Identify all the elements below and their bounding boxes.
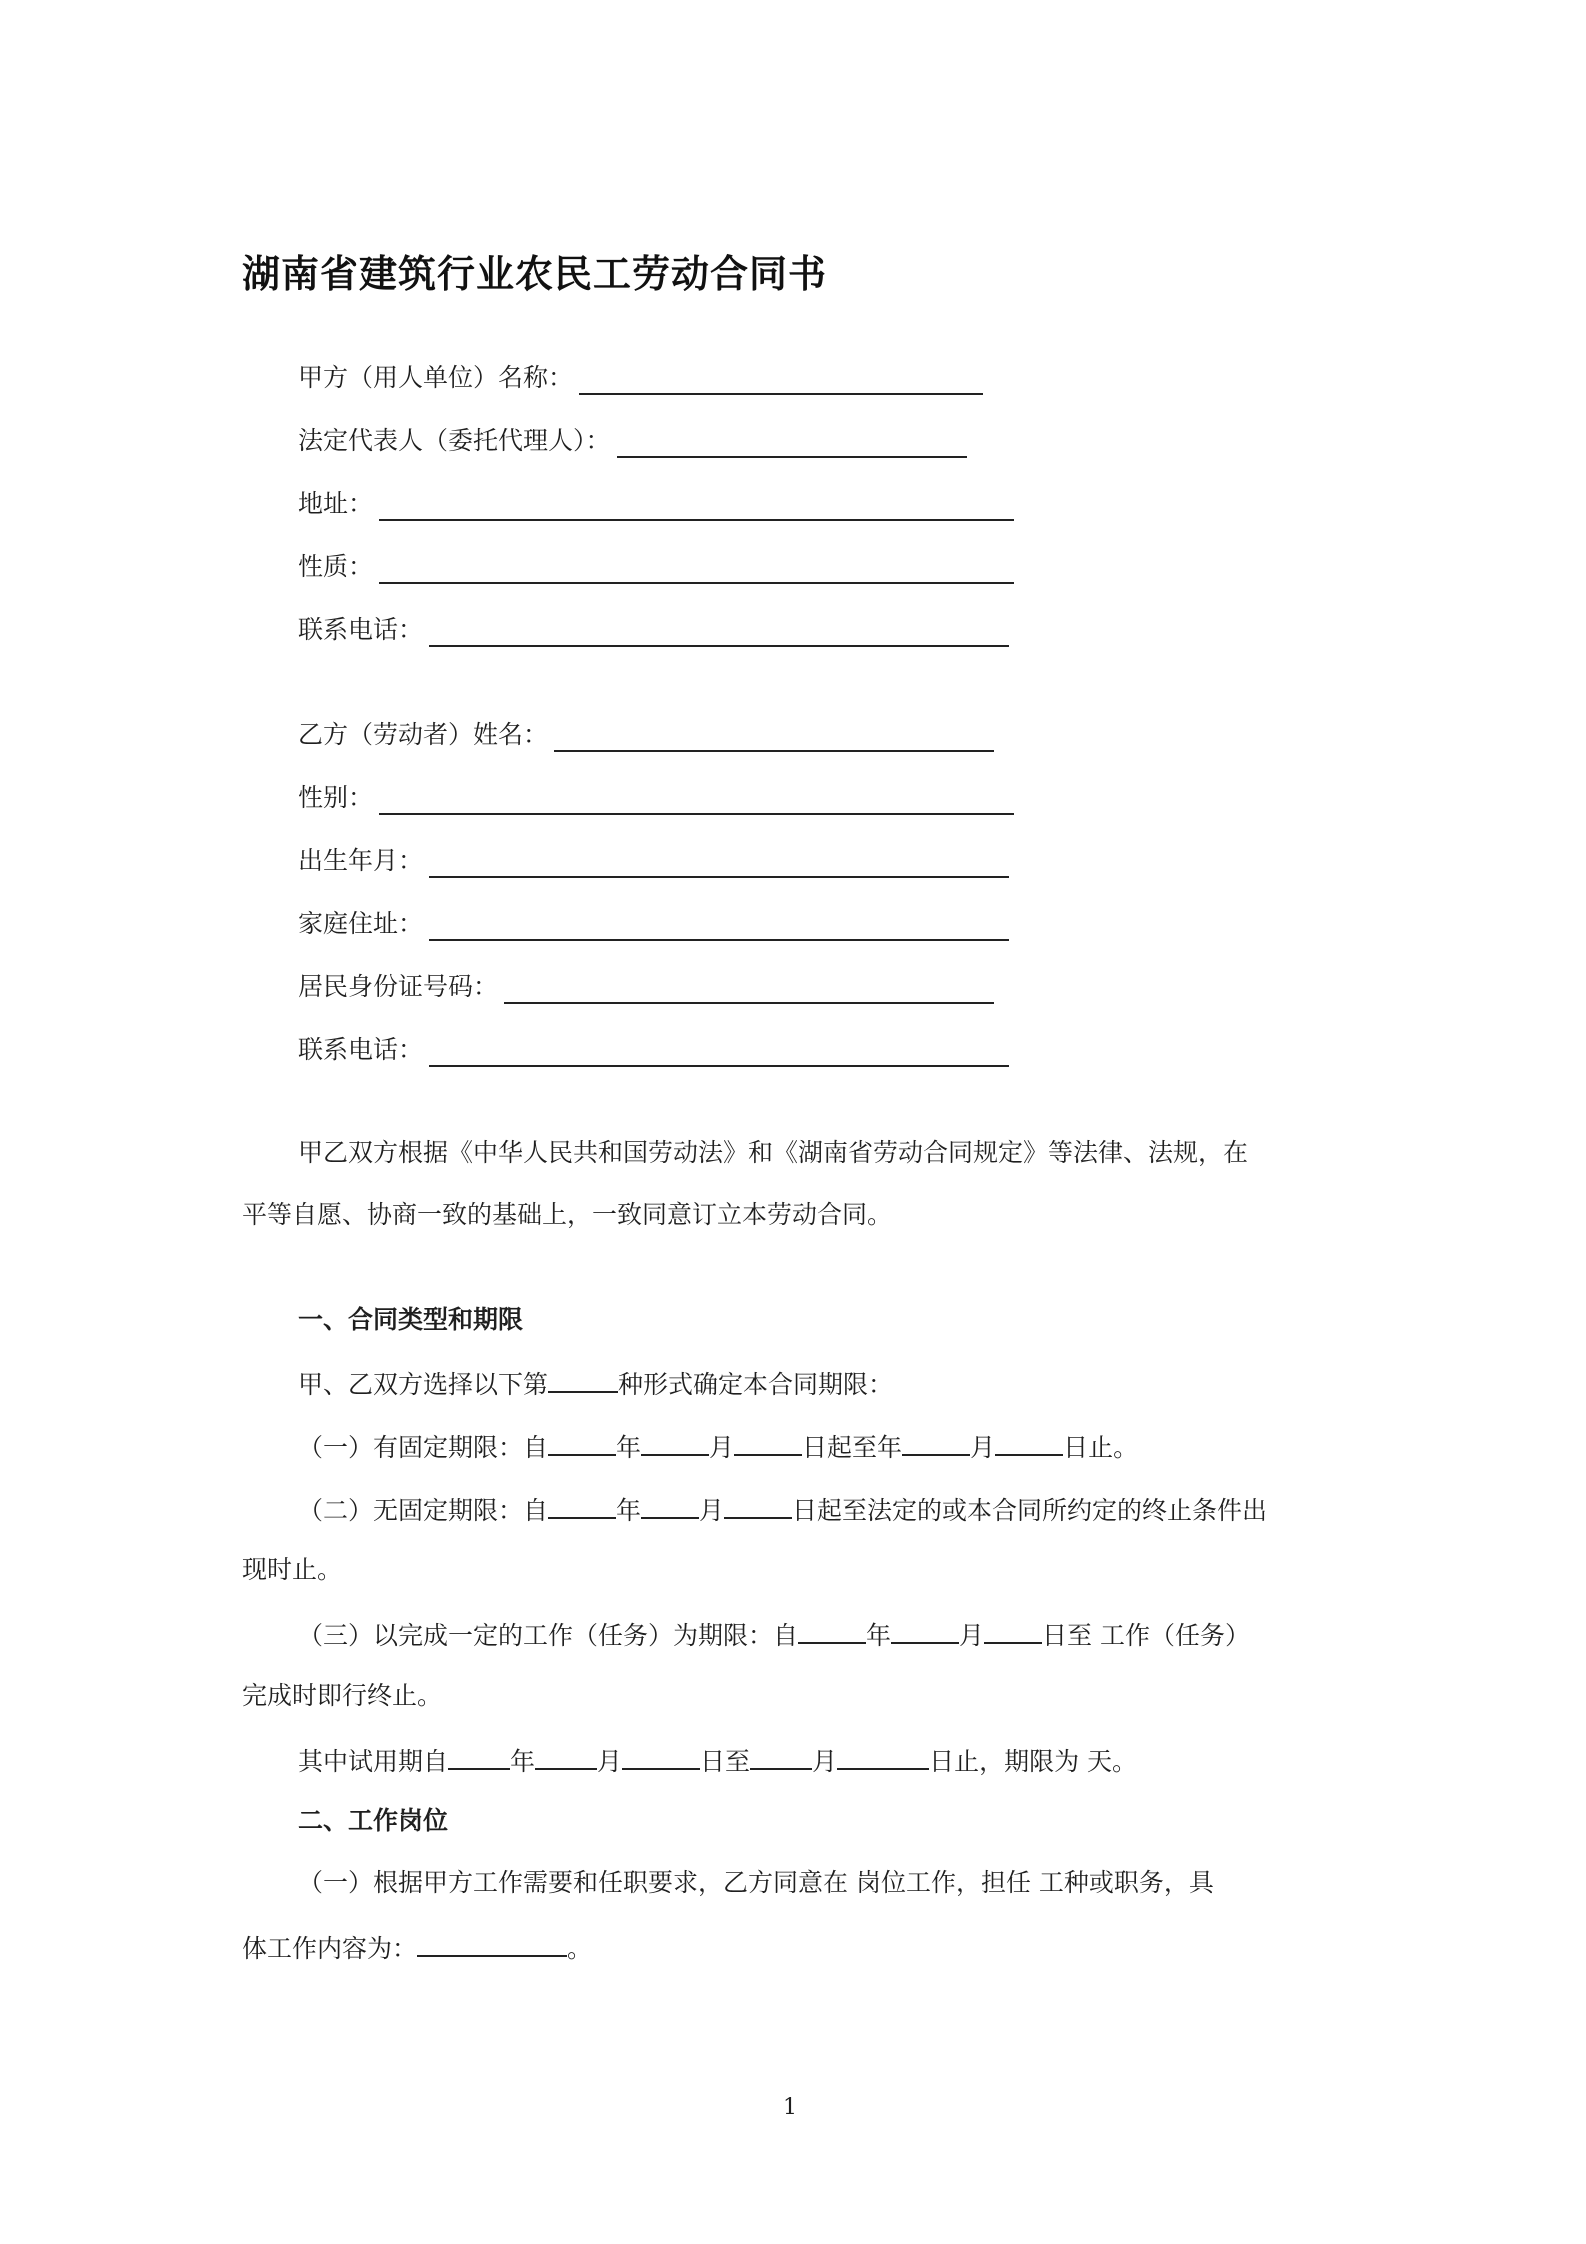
party-b-gender-row [298,775,1014,815]
task-term-text: （三）以完成一定的工作（任务）为期限：自 [298,1621,799,1650]
term-choice-blank[interactable] [548,1365,618,1393]
probation-text: 其中试用期自 [298,1747,449,1776]
party-a-phone-label: 联系电话： [298,615,424,644]
job-position-line: （一）根据甲方工作需要和任职要求，乙方同意在 岗位工作，担任 工种或职务，具 [298,1868,1214,1897]
party-a-rep-field[interactable] [617,426,967,458]
party-b-birth-row [298,838,1009,878]
party-b-home-row [298,901,1009,941]
probation-line [298,1742,1137,1779]
job-content-blank[interactable] [417,1929,567,1957]
probation-month-text: 月 [597,1747,623,1776]
party-b-home-field[interactable] [429,909,1009,941]
fixed-start-year-blank[interactable] [548,1428,616,1456]
party-a-address-row [298,481,1014,521]
open-month-text: 月 [699,1496,725,1525]
fixed-end-year-blank[interactable] [902,1428,970,1456]
task-year-text: 年 [866,1621,892,1650]
term-choice-line [298,1365,893,1402]
fixed-end-month-blank[interactable] [995,1428,1063,1456]
task-start-day-blank[interactable] [984,1616,1042,1644]
party-a-name-label: 甲方（用人单位）名称： [298,363,574,392]
party-b-phone-label: 联系电话： [298,1035,424,1064]
fixed-start-month-blank[interactable] [641,1428,709,1456]
fixed-until-text: 日起至年 [802,1433,903,1462]
page-number: 1 [783,2095,797,2120]
party-a-address-label: 地址： [298,489,374,518]
probation-start-month-blank[interactable] [535,1742,597,1770]
party-b-home-label: 家庭住址： [298,909,424,938]
preamble-line-2: 平等自愿、协商一致的基础上，一致同意订立本劳动合同。 [242,1200,893,1229]
preamble-line-1: 甲乙双方根据《中华人民共和国劳动法》和《湖南省劳动合同规定》等法律、法规，在 [298,1138,1249,1167]
party-b-id-row [298,964,994,1004]
probation-end-text: 日止，期限为 天。 [929,1747,1138,1776]
open-term-line [298,1491,1267,1528]
party-a-phone-row [298,607,1009,647]
task-start-year-blank[interactable] [798,1616,866,1644]
probation-end-month-blank[interactable] [750,1742,812,1770]
open-start-day-blank[interactable] [724,1491,792,1519]
task-month-text: 月 [959,1621,985,1650]
fixed-month-text: 月 [709,1433,735,1462]
document-title: 湖南省建筑行业农民工劳动合同书 [242,252,828,296]
open-year-text: 年 [616,1496,642,1525]
probation-end-day-blank[interactable] [837,1742,929,1770]
party-b-phone-row [298,1027,1009,1067]
fixed-end-text: 日止。 [1063,1433,1139,1462]
party-b-name-row [298,712,994,752]
term-choice-text-b: 种形式确定本合同期限： [618,1370,894,1399]
party-a-rep-label: 法定代表人（委托代理人）： [298,426,611,455]
section-1-heading: 一、合同类型和期限 [298,1305,524,1334]
job-content-line [242,1929,592,1966]
job-content-end: 。 [567,1934,593,1963]
probation-start-day-blank[interactable] [622,1742,700,1770]
task-start-month-blank[interactable] [891,1616,959,1644]
fixed-end-month-text: 月 [970,1433,996,1462]
fixed-year-text: 年 [616,1433,642,1462]
party-b-id-field[interactable] [504,972,994,1004]
probation-end-month-text: 月 [812,1747,838,1776]
open-until-text: 日起至法定的或本合同所约定的终止条件出 [792,1496,1268,1525]
open-term-text: （二）无固定期限：自 [298,1496,549,1525]
open-start-year-blank[interactable] [548,1491,616,1519]
party-a-address-field[interactable] [379,489,1014,521]
probation-start-year-blank[interactable] [448,1742,510,1770]
party-a-nature-label: 性质： [298,552,374,581]
task-until-text: 日至 工作（任务） [1042,1621,1250,1650]
party-b-name-label: 乙方（劳动者）姓名： [298,720,549,749]
party-a-name-row [298,355,983,395]
party-b-id-label: 居民身份证号码： [298,972,499,1001]
fixed-term-line [298,1428,1138,1465]
party-a-nature-field[interactable] [379,552,1014,584]
party-b-gender-label: 性别： [298,783,374,812]
party-a-phone-field[interactable] [429,615,1009,647]
party-b-birth-label: 出生年月： [298,846,424,875]
fixed-start-day-blank[interactable] [734,1428,802,1456]
fixed-term-text: （一）有固定期限：自 [298,1433,549,1462]
term-choice-text-a: 甲、乙双方选择以下第 [298,1370,549,1399]
task-term-line [298,1616,1250,1653]
party-b-phone-field[interactable] [429,1035,1009,1067]
task-term-continuation: 完成时即行终止。 [242,1681,443,1710]
probation-year-text: 年 [510,1747,536,1776]
party-a-nature-row [298,544,1014,584]
open-term-continuation: 现时止。 [242,1555,343,1584]
job-content-text: 体工作内容为： [242,1934,418,1963]
party-b-gender-field[interactable] [379,783,1014,815]
party-b-name-field[interactable] [554,720,994,752]
probation-until-text: 日至 [700,1747,751,1776]
section-2-heading: 二、工作岗位 [298,1806,449,1835]
party-a-name-field[interactable] [579,363,983,395]
party-b-birth-field[interactable] [429,846,1009,878]
open-start-month-blank[interactable] [641,1491,699,1519]
party-a-rep-row [298,418,967,458]
